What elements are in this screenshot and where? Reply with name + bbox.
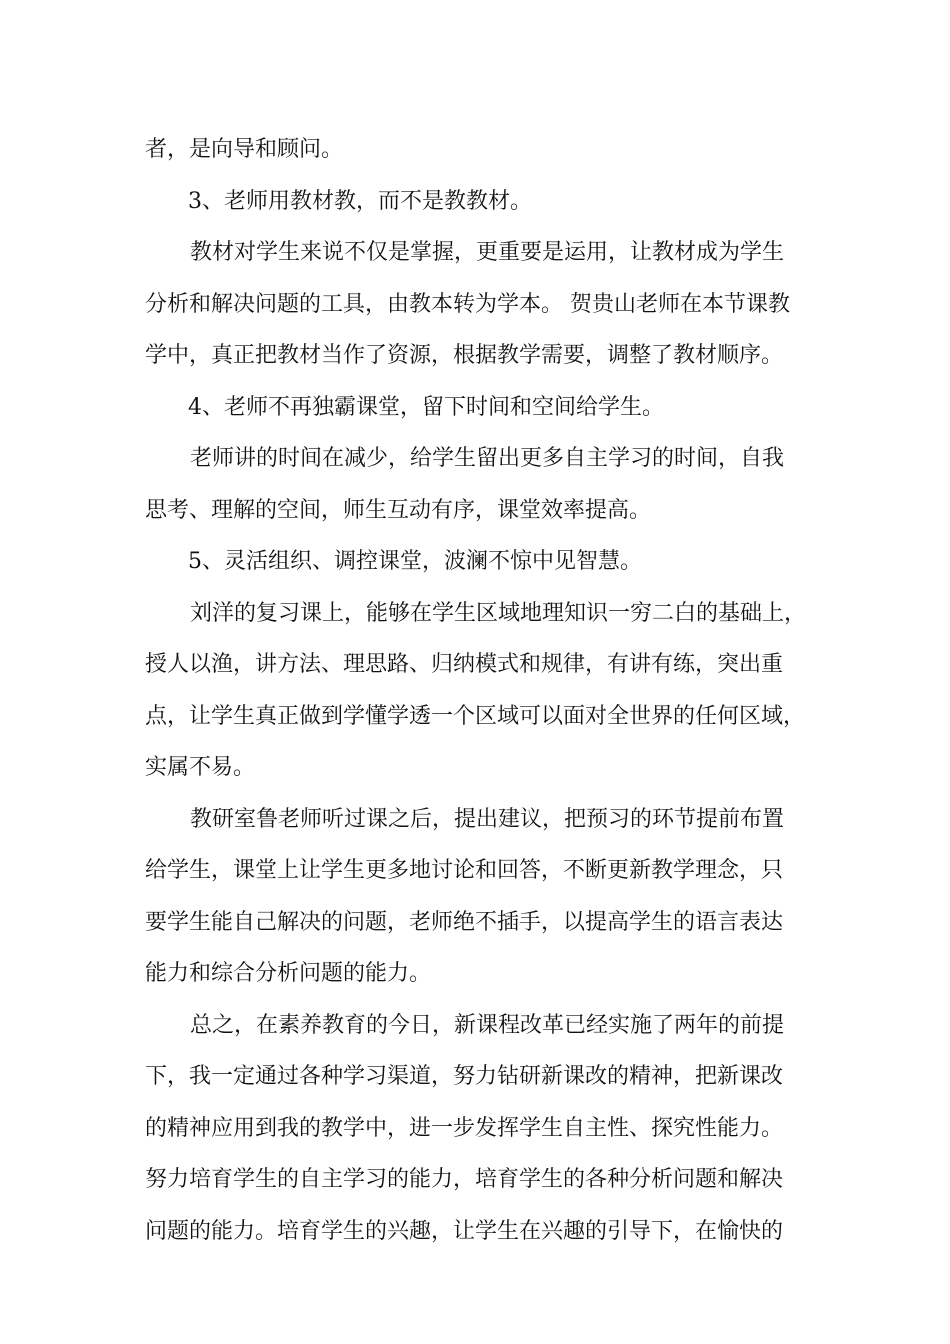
text-line: 实属不易。 [145,755,256,780]
text-line: 刘洋的复习课上，能够在学生区域地理知识一穷二白的基础上， [190,601,807,626]
text-line: 教材对学生来说不仅是掌握，更重要是运用，让教材成为学生 [190,240,785,265]
text-line: 问题的能力。培育学生的兴趣，让学生在兴趣的引导下，在愉快的 [145,1219,784,1244]
text-line: 教研室鲁老师听过课之后，提出建议，把预习的环节提前布置 [190,807,785,832]
text-line: 者，是向导和顾问。 [145,137,344,162]
section-heading: 5、灵活组织、调控课堂，波澜不惊中见智慧。 [188,549,642,574]
section-heading: 4、老师不再独霸课堂，留下时间和空间给学生。 [188,395,664,420]
text-line: 能力和综合分析问题的能力。 [145,961,432,986]
text-line: 总之，在素养教育的今日，新课程改革已经实施了两年的前提 [190,1013,785,1038]
text-line: 要学生能自己解决的问题，老师绝不插手，以提高学生的语言表达 [145,910,784,935]
text-line: 授人以渔，讲方法、理思路、归纳模式和规律，有讲有练，突出重 [145,652,784,677]
text-line: 学中，真正把教材当作了资源，根据教学需要，调整了教材顺序。 [145,343,784,368]
text-line: 点，让学生真正做到学懂学透一个区域可以面对全世界的任何区域， [145,704,806,729]
text-line: 老师讲的时间在减少，给学生留出更多自主学习的时间，自我 [190,446,785,471]
text-line: 下，我一定通过各种学习渠道，努力钻研新课改的精神，把新课改 [145,1064,784,1089]
text-line: 思考、理解的空间，师生互动有序，课堂效率提高。 [145,498,652,523]
text-line: 的精神应用到我的教学中，进一步发挥学生自主性、探究性能力。 [145,1116,784,1141]
text-line: 给学生，课堂上让学生更多地讨论和回答，不断更新教学理念，只 [145,858,784,883]
text-line: 努力培育学生的自主学习的能力，培育学生的各种分析问题和解决 [145,1167,784,1192]
section-heading: 3、老师用教材教，而不是教教材。 [188,189,532,214]
text-line: 分析和解决问题的工具，由教本转为学本。 贺贵山老师在本节课教 [145,292,790,317]
